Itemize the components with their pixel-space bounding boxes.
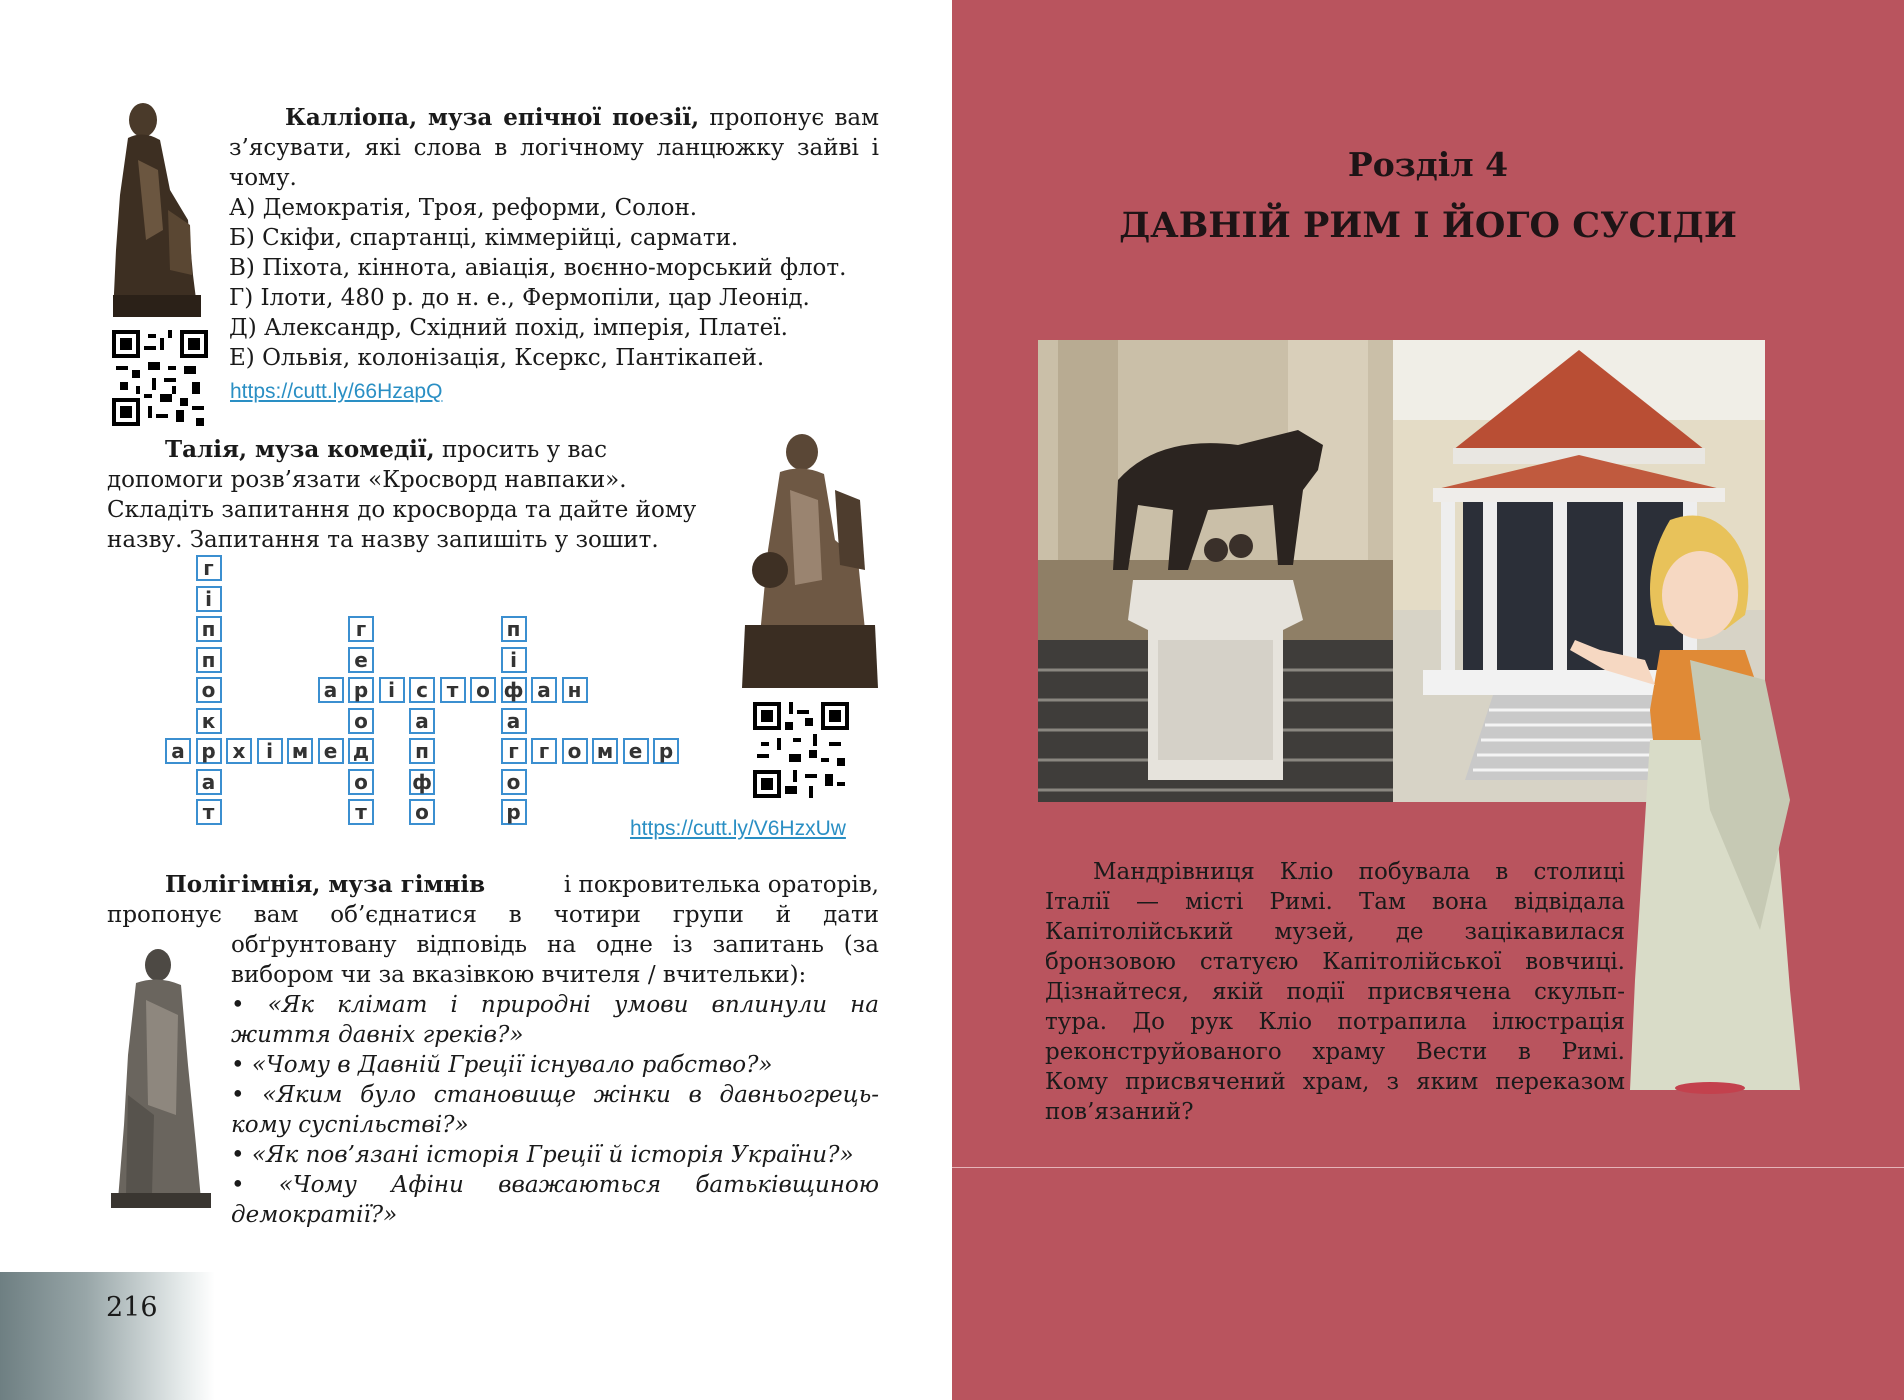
list-item: • «Як клімат і природні умови вплинули на [231, 992, 879, 1018]
crossword-cell: р [348, 677, 374, 703]
thalia-heading: Талія, муза комедії, [165, 436, 435, 463]
crossword-cell: с [409, 677, 435, 703]
crossword-cell: а [531, 677, 557, 703]
calliope-intro [229, 103, 879, 193]
section-divider [952, 1167, 1904, 1168]
crossword-cell: о [409, 799, 435, 825]
body-line: бронзовою статуєю Капітолійської вовчиці. [1045, 949, 1625, 975]
qr-code-icon[interactable] [753, 702, 849, 798]
chapter-label: Розділ 4 [1347, 145, 1509, 184]
list-item: життя давніх греків?» [231, 1022, 524, 1048]
crossword-cell: г [531, 738, 557, 764]
crossword-cell: е [623, 738, 649, 764]
thalia-text [107, 435, 747, 555]
body-line: Кому присвячений храм, з яким переказом [1045, 1069, 1625, 1095]
crossword-cell: о [348, 769, 374, 795]
polyhymnia-line4: вибором чи за вказівкою вчителя / вчительки): [231, 962, 807, 988]
crossword-cell: т [440, 677, 466, 703]
crossword-cell: п [501, 616, 527, 642]
body-line: пов’язаний? [1045, 1099, 1194, 1125]
list-item: В) Піхота, кіннота, авіація, воєнно-морський флот. [229, 255, 847, 281]
polyhymnia-line3: обґрунтовану відповідь на одне із запитань (за [231, 932, 879, 958]
crossword-cell: ф [501, 677, 527, 703]
calliope-statue-image [108, 100, 203, 320]
crossword-cell: а [409, 708, 435, 734]
body-line: Італії — місті Римі. Там вона відвідала [1045, 889, 1625, 915]
polyhymnia-line2: пропонує вам об’єднатися в чотири групи й дати [107, 902, 879, 928]
crossword-cell: г [348, 616, 374, 642]
polyhymnia-questions [231, 930, 879, 1230]
crossword-cell: і [379, 677, 405, 703]
right-body-text [1045, 857, 1625, 1127]
crossword-cell: о [196, 677, 222, 703]
crossword-cell: р [501, 799, 527, 825]
crossword-cell: п [196, 616, 222, 642]
crossword-cell: о [348, 708, 374, 734]
page-number: 216 [106, 1292, 158, 1323]
thalia-line2: допомоги розв’язати «Кросворд навпаки». [107, 467, 627, 493]
calliope-link[interactable]: https://cutt.ly/66HzapQ [230, 380, 443, 403]
crossword-cell: м [592, 738, 618, 764]
crossword-cell: р [653, 738, 679, 764]
crossword-cell: о [501, 769, 527, 795]
crossword-cell: і [501, 647, 527, 673]
list-item: А) Демократія, Троя, реформи, Солон. [229, 195, 698, 221]
polyhymnia-text [107, 870, 879, 930]
list-item: демократії?» [231, 1202, 398, 1228]
list-item: Б) Скіфи, спартанці, кіммерійці, сармати. [229, 225, 739, 251]
calliope-heading: Калліопа, муза епічної поезії, [285, 104, 700, 131]
list-item: Е) Ольвія, колонізація, Ксеркс, Пантікапей. [229, 345, 765, 371]
crossword-cell: м [287, 738, 313, 764]
crossword-cell: о [562, 738, 588, 764]
crossword-cell: к [196, 708, 222, 734]
capitoline-wolf-photo [1038, 340, 1394, 802]
crossword-cell: і [196, 586, 222, 612]
crossword-cell: х [226, 738, 252, 764]
chapter-title: ДАВНІЙ РИМ І ЙОГО СУСІДИ [1119, 205, 1737, 246]
crossword-cell: п [196, 647, 222, 673]
thalia-link[interactable]: https://cutt.ly/V6HzxUw [630, 817, 846, 840]
crossword-cell: т [196, 799, 222, 825]
body-line: Дізнайтеся, якій події присвячена скульп- [1045, 979, 1625, 1005]
body-line: Мандрівниця Кліо побувала в столиці [1093, 859, 1625, 885]
qr-code-icon[interactable] [112, 330, 208, 426]
list-item: кому суспільстві?» [231, 1112, 469, 1138]
body-line: тура. До рук Кліо потрапила ілюстрація [1045, 1009, 1625, 1035]
crossword-cell: і [257, 738, 283, 764]
crossword-cell: р [196, 738, 222, 764]
crossword-cell: а [165, 738, 191, 764]
body-line: Капітолійський музей, де зацікавилася [1045, 919, 1625, 945]
crossword-cell: о [470, 677, 496, 703]
polyhymnia-heading: Полігімнія, муза гімнів [165, 871, 486, 898]
list-item: • «Як пов’язані історія Греції й історія України?» [231, 1142, 854, 1168]
crossword-cell: г [501, 738, 527, 764]
list-item: • «Чому Афіни вважаються батьківщиною [231, 1172, 879, 1198]
crossword-cell: е [318, 738, 344, 764]
thalia-line3: Складіть запитання до кросворда та дайте йому [107, 497, 697, 523]
polyhymnia-statue-image [106, 945, 216, 1210]
list-item: Д) Александр, Східний похід, імперія, Платеї. [229, 315, 788, 341]
crossword-cell: н [562, 677, 588, 703]
polyhymnia-line1: і покровителька ораторів, [563, 872, 879, 898]
crossword-cell: а [318, 677, 344, 703]
crossword-cell: т [348, 799, 374, 825]
crossword-cell: а [196, 769, 222, 795]
list-item: Г) Ілоти, 480 р. до н. е., Фермопіли, цар Леонід. [229, 285, 810, 311]
list-item: • «Яким було становище жінки в давньогрець- [231, 1082, 879, 1108]
list-item: • «Чому в Давній Греції існувало рабство?» [231, 1052, 773, 1078]
body-line: реконструйованого храму Вести в Римі. [1045, 1039, 1625, 1065]
calliope-items [229, 193, 889, 373]
crossword-cell: г [196, 555, 222, 581]
crossword-cell: д [348, 738, 374, 764]
thalia-line1: просить у вас [434, 437, 608, 463]
crossword-cell: п [409, 738, 435, 764]
crossword-cell: а [501, 708, 527, 734]
crossword-cell: ф [409, 769, 435, 795]
thalia-line4: назву. Запитання та назву запишіть у зошит. [107, 527, 659, 553]
calliope-intro-text: пропонує вам з’ясувати, які слова в логічному ланцюжку зайві і чому. [229, 105, 879, 191]
thalia-statue-image [740, 430, 880, 690]
crossword-cell: е [348, 647, 374, 673]
